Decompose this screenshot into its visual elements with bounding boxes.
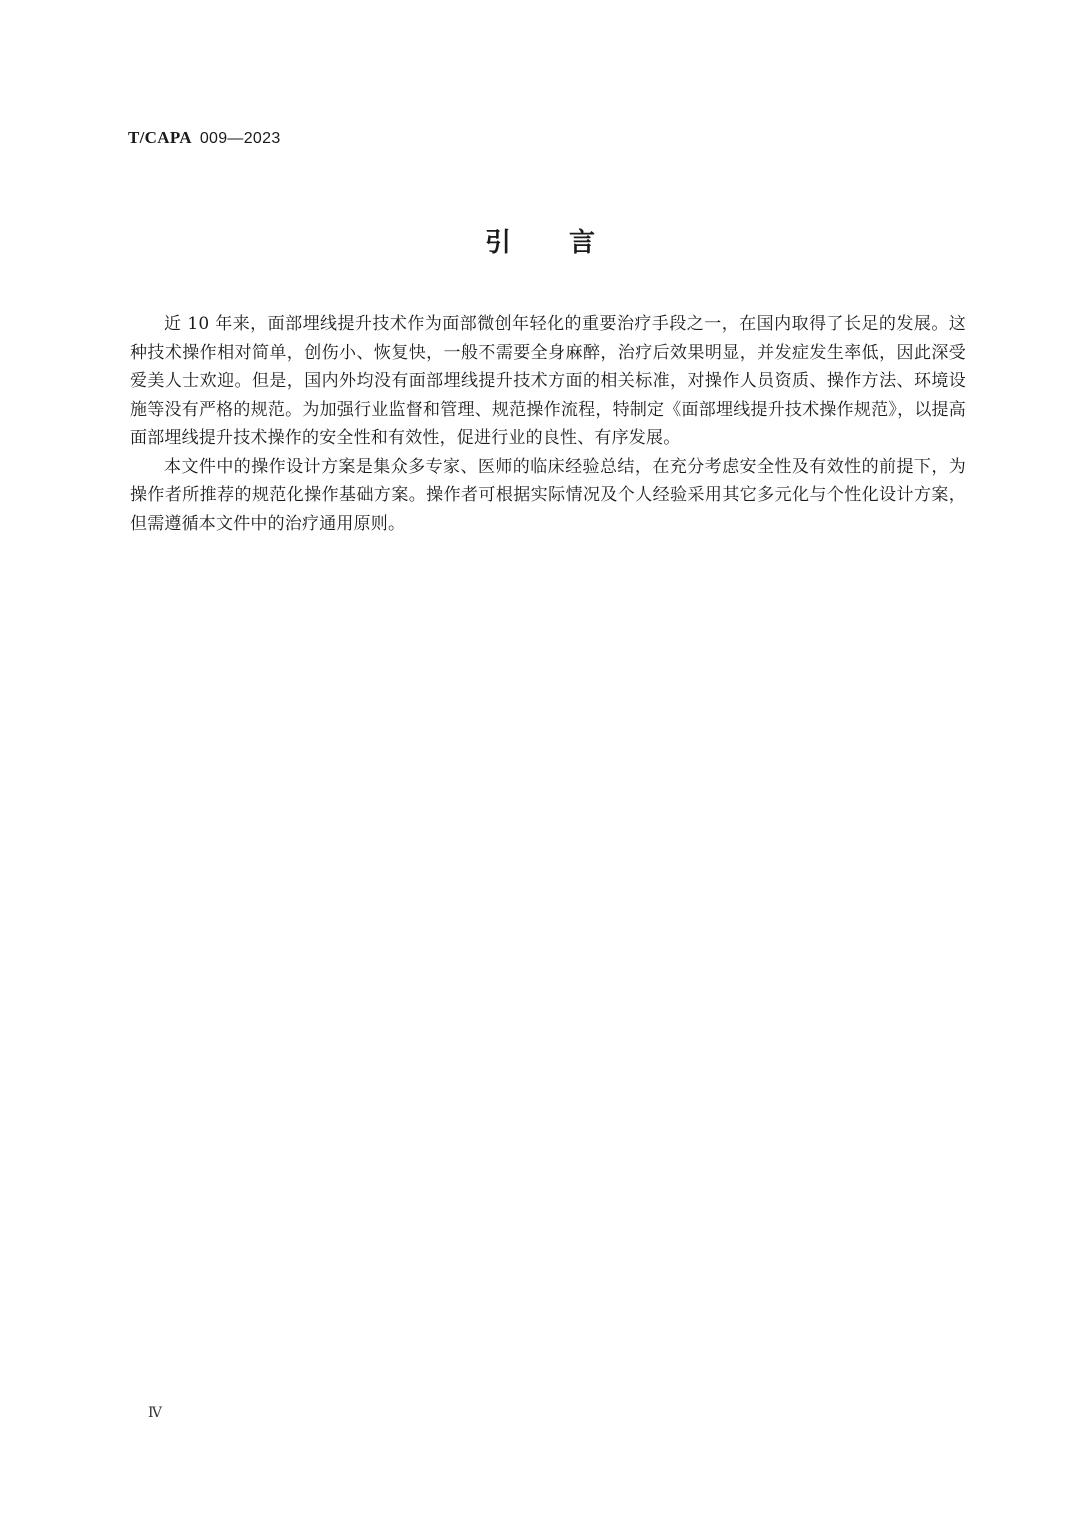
page-title: 引言: [484, 228, 653, 258]
standard-number: 009—2023: [199, 130, 281, 147]
standard-prefix: T/CAPA: [128, 128, 192, 147]
page-number: Ⅳ: [148, 1406, 162, 1421]
paragraph-2: 本文件中的操作设计方案是集众多专家、医师的临床经验总结，在充分考虑安全性及有效性的前提下，为操作者所推荐的规范化操作基础方案。操作者可根据实际情况及个人经验采用其它多元化与个性化设计方案，但需遵循本文件中的治疗通用原则。: [130, 456, 966, 534]
body-text: [130, 310, 966, 538]
document-code: [128, 128, 281, 148]
paragraph-1: 近 10 年来，面部埋线提升技术作为面部微创年轻化的重要治疗手段之一，在国内取得了长足的发展。这种技术操作相对简单，创伤小、恢复快，一般不需要全身麻醉，治疗后效果明显，并发症发生率低，因此深受爱美人士欢迎。但是，国内外均没有面部埋线提升技术方面的相关标准，对操作人员资质、操作方法、环境设施等没有严格的规范。为加强行业监督和管理、规范操作流程，特制定《面部埋线提升技术操作规范》，以提高面部埋线提升技术操作的安全性和有效性，促进行业的良性、有序发展。: [130, 314, 966, 448]
